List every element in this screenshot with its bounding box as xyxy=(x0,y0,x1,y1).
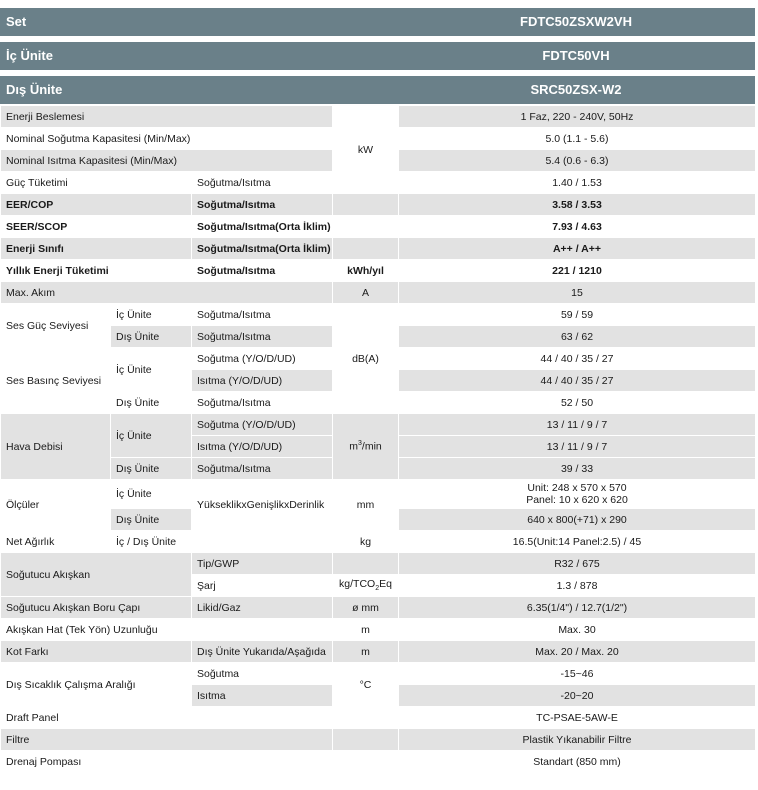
row-label: Ses Basınç Seviyesi xyxy=(1,348,111,414)
row-label: Kot Farkı xyxy=(1,641,192,663)
unit-cell: °C xyxy=(333,663,399,707)
row-label: Yıllık Enerji Tüketimi xyxy=(1,260,192,282)
header-label: Set xyxy=(6,14,27,29)
row-unit-side: Dış Ünite xyxy=(111,326,192,348)
row-value: 640 x 800(+71) x 290 xyxy=(399,509,756,531)
unit-cell xyxy=(333,238,399,260)
row-label: EER/COP xyxy=(1,194,192,216)
row-value: 5.0 (1.1 - 5.6) xyxy=(399,128,756,150)
header-label: Dış Ünite xyxy=(6,82,63,97)
row-value: Plastik Yıkanabilir Filtre xyxy=(399,729,756,751)
row-label: Nominal Soğutma Kapasitesi (Min/Max) xyxy=(1,128,333,150)
header-label: İç Ünite xyxy=(6,48,53,63)
header-indoor xyxy=(0,42,755,70)
value-line: Panel: 10 x 620 x 620 xyxy=(526,494,628,506)
row-condition: Soğutma/Isıtma xyxy=(192,458,333,480)
table-row xyxy=(1,480,756,509)
spec-table xyxy=(0,105,756,773)
unit-cell xyxy=(333,751,399,773)
row-label: Nominal Isıtma Kapasitesi (Min/Max) xyxy=(1,150,333,172)
table-row xyxy=(1,414,756,436)
row-value: 7.93 / 4.63 xyxy=(399,216,756,238)
row-label: Akışkan Hat (Tek Yön) Uzunluğu xyxy=(1,619,333,641)
row-unit-side: Dış Ünite xyxy=(111,392,192,414)
row-condition: Soğutma (Y/O/D/UD) xyxy=(192,414,333,436)
row-value: 1 Faz, 220 - 240V, 50Hz xyxy=(399,106,756,128)
row-condition: Soğutma/Isıtma xyxy=(192,304,333,326)
unit-text: /min xyxy=(361,440,382,453)
row-value: 13 / 11 / 9 / 7 xyxy=(399,414,756,436)
unit-cell xyxy=(333,194,399,216)
unit-cell: ø mm xyxy=(333,597,399,619)
table-row xyxy=(1,216,756,238)
header-set xyxy=(0,8,755,36)
table-row xyxy=(1,106,756,128)
unit-cell xyxy=(333,216,399,238)
row-condition: Isıtma xyxy=(192,685,333,707)
row-value: R32 / 675 xyxy=(399,553,756,575)
row-condition: Soğutma/Isıtma(Orta İklim) xyxy=(192,216,333,238)
row-value: 44 / 40 / 35 / 27 xyxy=(399,370,756,392)
table-row xyxy=(1,729,756,751)
row-condition: Isıtma (Y/O/D/UD) xyxy=(192,370,333,392)
table-row xyxy=(1,531,756,553)
row-value xyxy=(399,480,756,509)
row-condition: İç / Dış Ünite xyxy=(111,531,333,553)
table-row xyxy=(1,304,756,326)
header-value: FDTC50ZSXW2VH xyxy=(520,14,632,29)
row-value: A++ / A++ xyxy=(399,238,756,260)
unit-cell: kg xyxy=(333,531,399,553)
table-row xyxy=(1,597,756,619)
table-row xyxy=(1,172,756,194)
unit-cell: kWh/yıl xyxy=(333,260,399,282)
row-unit-side: İç Ünite xyxy=(111,304,192,326)
row-value: 63 / 62 xyxy=(399,326,756,348)
row-unit-side: İç Ünite xyxy=(111,414,192,458)
unit-cell xyxy=(333,729,399,751)
row-condition: YükseklikxGenişlikxDerinlik xyxy=(192,480,333,531)
row-label: Dış Sıcaklık Çalışma Aralığı xyxy=(1,663,192,707)
row-label: Ölçüler xyxy=(1,480,111,531)
row-condition: Soğutma/Isıtma xyxy=(192,260,333,282)
unit-sup: 3 xyxy=(358,440,362,448)
header-value: SRC50ZSX-W2 xyxy=(530,82,622,97)
row-unit-side: İç Ünite xyxy=(111,348,192,392)
row-condition: Likid/Gaz xyxy=(192,597,333,619)
row-condition: Dış Ünite Yukarıda/Aşağıda xyxy=(192,641,333,663)
table-row xyxy=(1,707,756,729)
row-value: -15~46 xyxy=(399,663,756,685)
row-label: Drenaj Pompası xyxy=(1,751,333,773)
row-label: Hava Debisi xyxy=(1,414,111,480)
row-label: Soğutucu Akışkan Boru Çapı xyxy=(1,597,192,619)
value-line: Unit: 248 x 570 x 570 xyxy=(527,482,627,494)
table-row xyxy=(1,619,756,641)
row-label: Draft Panel xyxy=(1,707,333,729)
row-condition: Soğutma (Y/O/D/UD) xyxy=(192,348,333,370)
unit-text: m xyxy=(349,440,358,453)
row-value: 6.35(1/4") / 12.7(1/2") xyxy=(399,597,756,619)
row-label: Ses Güç Seviyesi xyxy=(1,304,111,348)
row-label: Soğutucu Akışkan xyxy=(1,553,192,597)
unit-cell xyxy=(333,707,399,729)
row-value: 15 xyxy=(399,282,756,304)
header-outdoor xyxy=(0,76,755,104)
row-unit-side: İç Ünite xyxy=(111,480,192,509)
row-condition: Isıtma (Y/O/D/UD) xyxy=(192,436,333,458)
row-value: 13 / 11 / 9 / 7 xyxy=(399,436,756,458)
row-label: SEER/SCOP xyxy=(1,216,192,238)
row-label: Max. Akım xyxy=(1,282,333,304)
row-value: 1.3 / 878 xyxy=(399,575,756,597)
row-value: 39 / 33 xyxy=(399,458,756,480)
row-value: 3.58 / 3.53 xyxy=(399,194,756,216)
row-condition: Soğutma xyxy=(192,663,333,685)
row-label: Enerji Sınıfı xyxy=(1,238,192,260)
unit-cell: m xyxy=(333,619,399,641)
row-label: Güç Tüketimi xyxy=(1,172,192,194)
unit-cell: kW xyxy=(333,106,399,172)
row-value: -20~20 xyxy=(399,685,756,707)
unit-sub: 2 xyxy=(375,585,380,593)
row-value: 221 / 1210 xyxy=(399,260,756,282)
row-unit-side: Dış Ünite xyxy=(111,509,192,531)
row-value: 44 / 40 / 35 / 27 xyxy=(399,348,756,370)
row-label: Net Ağırlık xyxy=(1,531,111,553)
row-condition: Tip/GWP xyxy=(192,553,333,575)
row-condition: Soğutma/Isıtma(Orta İklim) xyxy=(192,238,333,260)
row-value: Standart (850 mm) xyxy=(399,751,756,773)
unit-cell xyxy=(333,414,399,480)
table-row xyxy=(1,553,756,575)
table-row xyxy=(1,282,756,304)
unit-cell xyxy=(333,575,399,597)
unit-cell: dB(A) xyxy=(333,304,399,414)
table-row xyxy=(1,238,756,260)
row-value: Max. 30 xyxy=(399,619,756,641)
row-value: TC-PSAE-5AW-E xyxy=(399,707,756,729)
table-row xyxy=(1,194,756,216)
table-row xyxy=(1,641,756,663)
row-condition: Soğutma/Isıtma xyxy=(192,194,333,216)
unit-cell: mm xyxy=(333,480,399,531)
row-condition: Şarj xyxy=(192,575,333,597)
unit-cell xyxy=(333,553,399,575)
header-value: FDTC50VH xyxy=(542,48,610,63)
row-value: Max. 20 / Max. 20 xyxy=(399,641,756,663)
row-label: Filtre xyxy=(1,729,333,751)
row-unit-side: Dış Ünite xyxy=(111,458,192,480)
unit-cell xyxy=(333,172,399,194)
unit-cell: m xyxy=(333,641,399,663)
row-value: 52 / 50 xyxy=(399,392,756,414)
row-condition: Soğutma/Isıtma xyxy=(192,326,333,348)
row-value: 16.5(Unit:14 Panel:2.5) / 45 xyxy=(399,531,756,553)
row-value: 1.40 / 1.53 xyxy=(399,172,756,194)
row-label: Enerji Beslemesi xyxy=(1,106,333,128)
table-row xyxy=(1,751,756,773)
unit-text: kg/TCO xyxy=(339,578,376,591)
table-row xyxy=(1,260,756,282)
unit-text: Eq xyxy=(379,578,392,591)
table-row xyxy=(1,663,756,685)
row-value: 5.4 (0.6 - 6.3) xyxy=(399,150,756,172)
unit-cell: A xyxy=(333,282,399,304)
row-condition: Soğutma/Isıtma xyxy=(192,172,333,194)
row-condition: Soğutma/Isıtma xyxy=(192,392,333,414)
row-value: 59 / 59 xyxy=(399,304,756,326)
